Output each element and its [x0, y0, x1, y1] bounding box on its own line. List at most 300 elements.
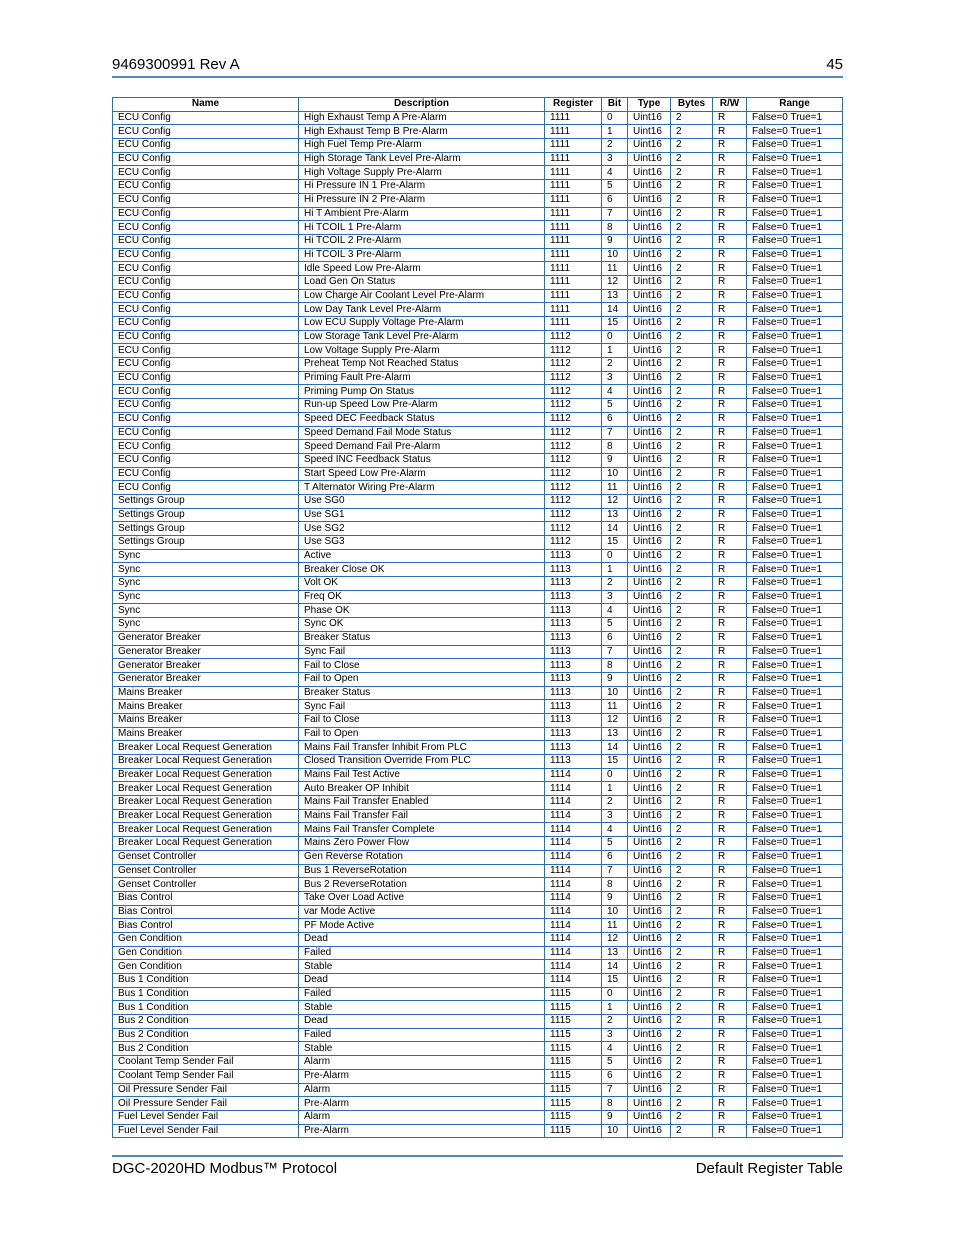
cell-type: Uint16 [628, 946, 671, 960]
cell-range: False=0 True=1 [747, 768, 843, 782]
cell-register: 1113 [545, 672, 602, 686]
cell-type: Uint16 [628, 864, 671, 878]
cell-type: Uint16 [628, 1001, 671, 1015]
cell-bytes: 2 [671, 686, 713, 700]
cell-type: Uint16 [628, 412, 671, 426]
cell-range: False=0 True=1 [747, 481, 843, 495]
cell-bytes: 2 [671, 248, 713, 262]
cell-name: Mains Breaker [113, 700, 299, 714]
cell-description: Use SG1 [299, 508, 545, 522]
cell-bytes: 2 [671, 1001, 713, 1015]
cell-bytes: 2 [671, 344, 713, 358]
cell-description: Alarm [299, 1083, 545, 1097]
cell-register: 1115 [545, 1083, 602, 1097]
cell-name: Oil Pressure Sender Fail [113, 1097, 299, 1111]
table-row [113, 522, 843, 536]
cell-range: False=0 True=1 [747, 412, 843, 426]
cell-register: 1114 [545, 878, 602, 892]
cell-register: 1113 [545, 659, 602, 673]
cell-name: Bias Control [113, 905, 299, 919]
cell-type: Uint16 [628, 289, 671, 303]
cell-bit: 3 [602, 371, 628, 385]
cell-range: False=0 True=1 [747, 139, 843, 153]
cell-name: ECU Config [113, 481, 299, 495]
cell-register: 1114 [545, 919, 602, 933]
cell-register: 1115 [545, 1124, 602, 1138]
cell-rw: R [713, 303, 747, 317]
cell-name: ECU Config [113, 193, 299, 207]
cell-name: Settings Group [113, 494, 299, 508]
cell-type: Uint16 [628, 974, 671, 988]
cell-range: False=0 True=1 [747, 549, 843, 563]
cell-name: ECU Config [113, 330, 299, 344]
cell-bit: 12 [602, 932, 628, 946]
cell-range: False=0 True=1 [747, 932, 843, 946]
cell-bit: 8 [602, 221, 628, 235]
cell-register: 1113 [545, 577, 602, 591]
table-row [113, 659, 843, 673]
cell-bit: 14 [602, 741, 628, 755]
cell-bytes: 2 [671, 522, 713, 536]
table-row [113, 385, 843, 399]
cell-rw: R [713, 262, 747, 276]
cell-bytes: 2 [671, 1124, 713, 1138]
cell-register: 1113 [545, 741, 602, 755]
cell-rw: R [713, 289, 747, 303]
cell-register: 1111 [545, 139, 602, 153]
cell-range: False=0 True=1 [747, 453, 843, 467]
cell-register: 1111 [545, 303, 602, 317]
page-header [112, 56, 843, 78]
cell-register: 1111 [545, 207, 602, 221]
cell-description: Fail to Open [299, 672, 545, 686]
cell-type: Uint16 [628, 508, 671, 522]
cell-rw: R [713, 686, 747, 700]
cell-bit: 7 [602, 426, 628, 440]
cell-description: Idle Speed Low Pre-Alarm [299, 262, 545, 276]
cell-register: 1111 [545, 166, 602, 180]
cell-type: Uint16 [628, 782, 671, 796]
cell-type: Uint16 [628, 549, 671, 563]
cell-name: ECU Config [113, 371, 299, 385]
table-row [113, 1097, 843, 1111]
cell-type: Uint16 [628, 248, 671, 262]
cell-range: False=0 True=1 [747, 1083, 843, 1097]
cell-rw: R [713, 741, 747, 755]
cell-range: False=0 True=1 [747, 275, 843, 289]
cell-rw: R [713, 755, 747, 769]
cell-rw: R [713, 919, 747, 933]
cell-bit: 11 [602, 262, 628, 276]
cell-bit: 5 [602, 1056, 628, 1070]
cell-bit: 6 [602, 193, 628, 207]
cell-register: 1112 [545, 481, 602, 495]
cell-rw: R [713, 1015, 747, 1029]
cell-bit: 15 [602, 317, 628, 331]
cell-rw: R [713, 166, 747, 180]
cell-rw: R [713, 440, 747, 454]
cell-register: 1113 [545, 590, 602, 604]
cell-description: Mains Fail Transfer Enabled [299, 796, 545, 810]
cell-type: Uint16 [628, 1110, 671, 1124]
cell-bytes: 2 [671, 905, 713, 919]
cell-bit: 12 [602, 713, 628, 727]
cell-type: Uint16 [628, 590, 671, 604]
cell-description: Alarm [299, 1056, 545, 1070]
cell-type: Uint16 [628, 932, 671, 946]
cell-bytes: 2 [671, 125, 713, 139]
cell-name: ECU Config [113, 152, 299, 166]
cell-description: Phase OK [299, 604, 545, 618]
cell-bytes: 2 [671, 618, 713, 632]
cell-type: Uint16 [628, 111, 671, 125]
cell-register: 1112 [545, 494, 602, 508]
cell-bytes: 2 [671, 960, 713, 974]
cell-range: False=0 True=1 [747, 577, 843, 591]
cell-name: Genset Controller [113, 850, 299, 864]
cell-bytes: 2 [671, 453, 713, 467]
cell-bit: 10 [602, 467, 628, 481]
table-row [113, 1042, 843, 1056]
cell-description: Preheat Temp Not Reached Status [299, 358, 545, 372]
cell-bit: 13 [602, 508, 628, 522]
cell-name: ECU Config [113, 207, 299, 221]
cell-bit: 14 [602, 960, 628, 974]
cell-type: Uint16 [628, 878, 671, 892]
cell-bit: 7 [602, 207, 628, 221]
table-row [113, 713, 843, 727]
cell-bytes: 2 [671, 152, 713, 166]
cell-register: 1115 [545, 1110, 602, 1124]
cell-register: 1114 [545, 864, 602, 878]
cell-bit: 6 [602, 850, 628, 864]
cell-name: ECU Config [113, 358, 299, 372]
cell-type: Uint16 [628, 768, 671, 782]
cell-bit: 9 [602, 234, 628, 248]
cell-rw: R [713, 618, 747, 632]
cell-name: ECU Config [113, 289, 299, 303]
cell-description: Failed [299, 946, 545, 960]
cell-name: ECU Config [113, 166, 299, 180]
cell-type: Uint16 [628, 481, 671, 495]
table-row [113, 741, 843, 755]
cell-bit: 1 [602, 344, 628, 358]
cell-register: 1112 [545, 508, 602, 522]
table-row [113, 686, 843, 700]
cell-range: False=0 True=1 [747, 1056, 843, 1070]
cell-bit: 14 [602, 303, 628, 317]
cell-bit: 4 [602, 1042, 628, 1056]
cell-bit: 12 [602, 494, 628, 508]
cell-rw: R [713, 796, 747, 810]
cell-bytes: 2 [671, 262, 713, 276]
cell-register: 1112 [545, 412, 602, 426]
cell-register: 1111 [545, 275, 602, 289]
table-row [113, 494, 843, 508]
cell-type: Uint16 [628, 125, 671, 139]
cell-type: Uint16 [628, 193, 671, 207]
cell-range: False=0 True=1 [747, 536, 843, 550]
cell-description: Breaker Close OK [299, 563, 545, 577]
table-row [113, 166, 843, 180]
cell-type: Uint16 [628, 453, 671, 467]
cell-name: Genset Controller [113, 864, 299, 878]
cell-name: Settings Group [113, 536, 299, 550]
cell-rw: R [713, 1056, 747, 1070]
cell-bytes: 2 [671, 412, 713, 426]
table-row [113, 727, 843, 741]
cell-bit: 0 [602, 768, 628, 782]
cell-name: Breaker Local Request Generation [113, 755, 299, 769]
cell-rw: R [713, 590, 747, 604]
table-row [113, 563, 843, 577]
cell-description: T Alternator Wiring Pre-Alarm [299, 481, 545, 495]
cell-bytes: 2 [671, 139, 713, 153]
cell-rw: R [713, 932, 747, 946]
cell-register: 1114 [545, 891, 602, 905]
cell-rw: R [713, 248, 747, 262]
cell-range: False=0 True=1 [747, 919, 843, 933]
cell-register: 1114 [545, 960, 602, 974]
cell-rw: R [713, 1028, 747, 1042]
cell-type: Uint16 [628, 180, 671, 194]
cell-rw: R [713, 946, 747, 960]
cell-range: False=0 True=1 [747, 700, 843, 714]
cell-range: False=0 True=1 [747, 1015, 843, 1029]
cell-range: False=0 True=1 [747, 1110, 843, 1124]
cell-bytes: 2 [671, 234, 713, 248]
cell-bytes: 2 [671, 891, 713, 905]
cell-range: False=0 True=1 [747, 987, 843, 1001]
cell-rw: R [713, 809, 747, 823]
cell-description: Priming Fault Pre-Alarm [299, 371, 545, 385]
column-header-type: Type [628, 98, 671, 112]
cell-bit: 8 [602, 659, 628, 673]
cell-description: Low Storage Tank Level Pre-Alarm [299, 330, 545, 344]
cell-description: Stable [299, 960, 545, 974]
cell-bit: 8 [602, 1097, 628, 1111]
cell-range: False=0 True=1 [747, 645, 843, 659]
cell-description: Hi TCOIL 3 Pre-Alarm [299, 248, 545, 262]
cell-range: False=0 True=1 [747, 891, 843, 905]
cell-bit: 13 [602, 289, 628, 303]
cell-bit: 2 [602, 358, 628, 372]
cell-rw: R [713, 330, 747, 344]
cell-rw: R [713, 672, 747, 686]
cell-bytes: 2 [671, 672, 713, 686]
cell-type: Uint16 [628, 755, 671, 769]
cell-rw: R [713, 522, 747, 536]
cell-bit: 6 [602, 412, 628, 426]
cell-rw: R [713, 180, 747, 194]
cell-rw: R [713, 631, 747, 645]
cell-name: ECU Config [113, 125, 299, 139]
table-row [113, 262, 843, 276]
cell-name: Genset Controller [113, 878, 299, 892]
cell-bytes: 2 [671, 1028, 713, 1042]
cell-bytes: 2 [671, 166, 713, 180]
cell-bit: 3 [602, 590, 628, 604]
table-row [113, 139, 843, 153]
cell-bit: 8 [602, 440, 628, 454]
cell-bytes: 2 [671, 536, 713, 550]
cell-type: Uint16 [628, 1028, 671, 1042]
cell-range: False=0 True=1 [747, 234, 843, 248]
cell-type: Uint16 [628, 659, 671, 673]
cell-bit: 7 [602, 645, 628, 659]
cell-bit: 8 [602, 878, 628, 892]
cell-type: Uint16 [628, 1069, 671, 1083]
cell-rw: R [713, 864, 747, 878]
cell-name: ECU Config [113, 248, 299, 262]
cell-description: Mains Fail Test Active [299, 768, 545, 782]
table-row [113, 453, 843, 467]
cell-register: 1112 [545, 440, 602, 454]
cell-bytes: 2 [671, 508, 713, 522]
cell-type: Uint16 [628, 919, 671, 933]
cell-range: False=0 True=1 [747, 1097, 843, 1111]
cell-type: Uint16 [628, 796, 671, 810]
cell-range: False=0 True=1 [747, 837, 843, 851]
cell-bytes: 2 [671, 289, 713, 303]
cell-rw: R [713, 399, 747, 413]
cell-bytes: 2 [671, 919, 713, 933]
cell-bit: 2 [602, 139, 628, 153]
cell-name: Bus 1 Condition [113, 987, 299, 1001]
table-row [113, 823, 843, 837]
cell-rw: R [713, 426, 747, 440]
cell-name: ECU Config [113, 111, 299, 125]
cell-type: Uint16 [628, 221, 671, 235]
table-row [113, 207, 843, 221]
cell-type: Uint16 [628, 809, 671, 823]
cell-type: Uint16 [628, 1056, 671, 1070]
table-row [113, 809, 843, 823]
cell-range: False=0 True=1 [747, 604, 843, 618]
cell-range: False=0 True=1 [747, 180, 843, 194]
table-row [113, 440, 843, 454]
table-row [113, 221, 843, 235]
cell-bit: 2 [602, 577, 628, 591]
table-row [113, 1069, 843, 1083]
cell-register: 1114 [545, 768, 602, 782]
cell-name: Bus 1 Condition [113, 1001, 299, 1015]
cell-bytes: 2 [671, 317, 713, 331]
column-header-rw: R/W [713, 98, 747, 112]
cell-rw: R [713, 987, 747, 1001]
cell-description: Use SG2 [299, 522, 545, 536]
table-row [113, 289, 843, 303]
cell-bytes: 2 [671, 837, 713, 851]
cell-name: Sync [113, 604, 299, 618]
cell-register: 1111 [545, 125, 602, 139]
cell-name: Mains Breaker [113, 727, 299, 741]
cell-name: ECU Config [113, 275, 299, 289]
cell-name: ECU Config [113, 412, 299, 426]
cell-register: 1115 [545, 1056, 602, 1070]
table-row [113, 590, 843, 604]
cell-name: Breaker Local Request Generation [113, 768, 299, 782]
cell-description: Low Charge Air Coolant Level Pre-Alarm [299, 289, 545, 303]
table-header-row [113, 98, 843, 112]
cell-description: Mains Fail Transfer Complete [299, 823, 545, 837]
table-row [113, 1028, 843, 1042]
cell-rw: R [713, 878, 747, 892]
cell-range: False=0 True=1 [747, 631, 843, 645]
cell-range: False=0 True=1 [747, 727, 843, 741]
cell-name: Gen Condition [113, 960, 299, 974]
cell-rw: R [713, 494, 747, 508]
cell-register: 1112 [545, 453, 602, 467]
cell-range: False=0 True=1 [747, 221, 843, 235]
header-rule [112, 76, 843, 78]
table-row [113, 508, 843, 522]
cell-name: ECU Config [113, 317, 299, 331]
cell-name: Bias Control [113, 919, 299, 933]
cell-bit: 1 [602, 125, 628, 139]
cell-bytes: 2 [671, 385, 713, 399]
cell-bytes: 2 [671, 645, 713, 659]
cell-type: Uint16 [628, 563, 671, 577]
cell-bit: 5 [602, 618, 628, 632]
cell-type: Uint16 [628, 686, 671, 700]
cell-rw: R [713, 1001, 747, 1015]
cell-bytes: 2 [671, 850, 713, 864]
cell-type: Uint16 [628, 577, 671, 591]
cell-range: False=0 True=1 [747, 618, 843, 632]
cell-type: Uint16 [628, 1083, 671, 1097]
cell-rw: R [713, 207, 747, 221]
table-row [113, 782, 843, 796]
cell-name: ECU Config [113, 385, 299, 399]
cell-type: Uint16 [628, 960, 671, 974]
cell-range: False=0 True=1 [747, 358, 843, 372]
cell-range: False=0 True=1 [747, 823, 843, 837]
cell-type: Uint16 [628, 905, 671, 919]
column-header-description: Description [299, 98, 545, 112]
cell-type: Uint16 [628, 344, 671, 358]
cell-range: False=0 True=1 [747, 440, 843, 454]
cell-range: False=0 True=1 [747, 1069, 843, 1083]
cell-register: 1111 [545, 262, 602, 276]
cell-description: Mains Fail Transfer Fail [299, 809, 545, 823]
cell-rw: R [713, 782, 747, 796]
cell-range: False=0 True=1 [747, 946, 843, 960]
cell-type: Uint16 [628, 262, 671, 276]
cell-type: Uint16 [628, 152, 671, 166]
table-row [113, 837, 843, 851]
table-row [113, 946, 843, 960]
cell-name: ECU Config [113, 221, 299, 235]
cell-range: False=0 True=1 [747, 563, 843, 577]
cell-range: False=0 True=1 [747, 672, 843, 686]
cell-bytes: 2 [671, 987, 713, 1001]
cell-name: Sync [113, 549, 299, 563]
cell-description: Speed DEC Feedback Status [299, 412, 545, 426]
cell-range: False=0 True=1 [747, 1001, 843, 1015]
cell-bit: 4 [602, 166, 628, 180]
cell-rw: R [713, 850, 747, 864]
page-footer [112, 1160, 843, 1182]
cell-name: Mains Breaker [113, 686, 299, 700]
cell-description: Volt OK [299, 577, 545, 591]
cell-register: 1112 [545, 522, 602, 536]
cell-rw: R [713, 481, 747, 495]
cell-description: Hi Pressure IN 2 Pre-Alarm [299, 193, 545, 207]
cell-register: 1111 [545, 221, 602, 235]
cell-description: Hi T Ambient Pre-Alarm [299, 207, 545, 221]
table-row [113, 1124, 843, 1138]
